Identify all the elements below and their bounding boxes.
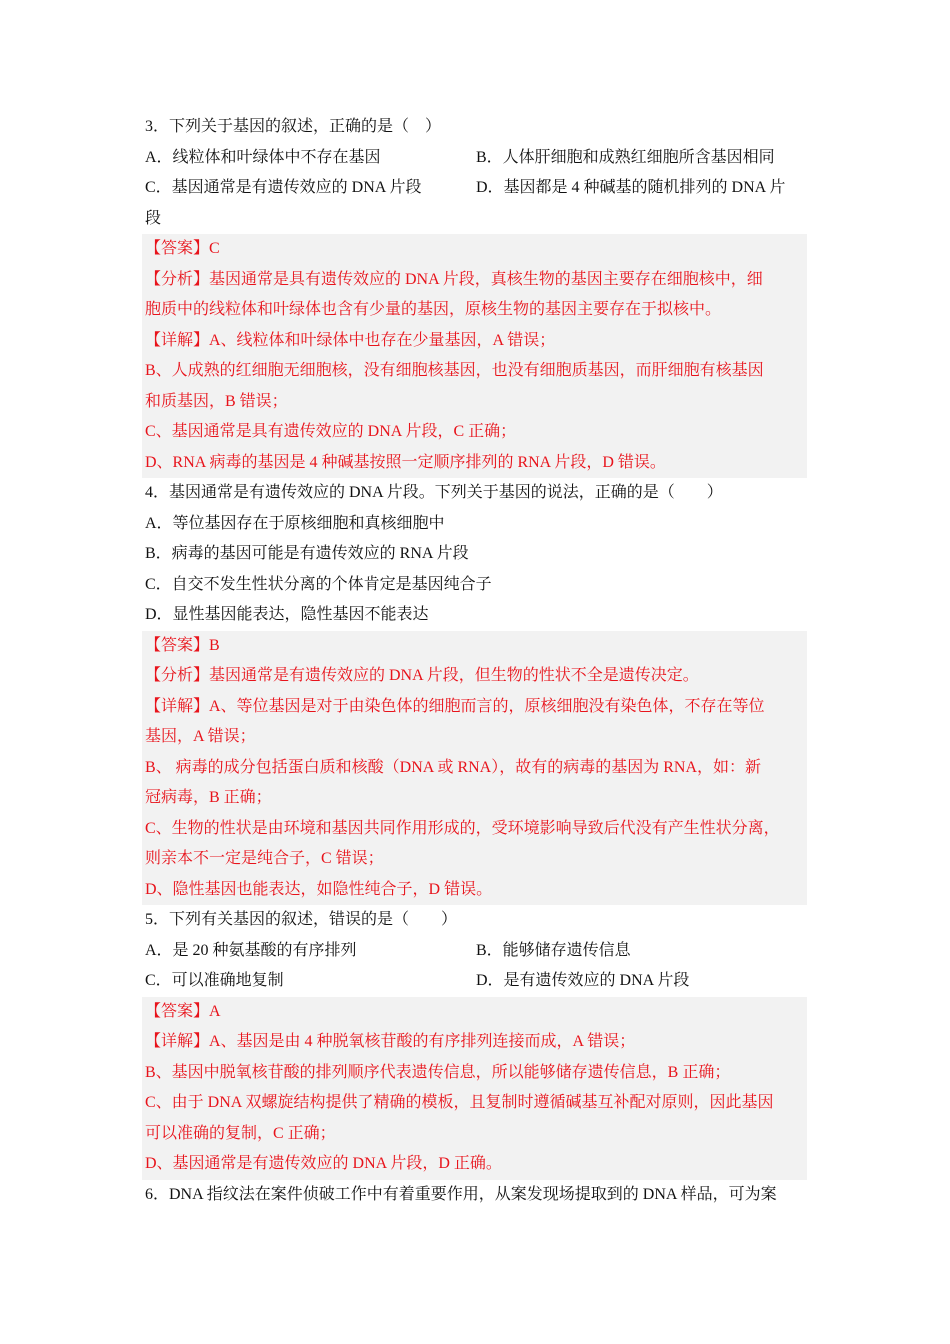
- option-d: D．显性基因能表达，隐性基因不能表达: [145, 606, 429, 623]
- option-a: A．是 20 种氨基酸的有序排列: [145, 941, 357, 959]
- option-b: B．能够储存遗传信息: [476, 941, 631, 959]
- option-b: B．病毒的基因可能是有遗传效应的 RNA 片段: [145, 545, 469, 562]
- option-d-continued: 段: [145, 209, 162, 227]
- answer-block: [142, 234, 807, 478]
- option-a: A．等位基因存在于原核细胞和真核细胞中: [145, 514, 445, 532]
- option-d: D．基因都是 4 种碱基的随机排列的 DNA 片: [476, 179, 786, 196]
- detail-line: D、隐性基因也能表达，如隐性纯合子，D 错误。: [145, 880, 493, 898]
- detail-line: B、 病毒的成分包括蛋白质和核酸（DNA 或 RNA），故有的病毒的基因为 RNA，如：新: [145, 758, 762, 776]
- answer-block: [142, 631, 807, 906]
- question-5: [145, 905, 807, 1180]
- options-row: [145, 173, 807, 204]
- question-3: [145, 112, 807, 478]
- option-c: C．可以准确地复制: [145, 972, 284, 989]
- option-c: C．基因通常是有遗传效应的 DNA 片段: [145, 179, 422, 196]
- answer-block: [142, 997, 807, 1180]
- question-stem: 6．DNA 指纹法在案件侦破工作中有着重要作用，从案发现场提取到的 DNA 样品，可为案: [145, 1185, 777, 1203]
- analysis-line: 胞质中的线粒体和叶绿体也含有少量的基因，原核生物的基因主要存在于拟核中。: [145, 301, 722, 318]
- answer: 【答案】A: [145, 1002, 221, 1020]
- option-b: B．人体肝细胞和成熟红细胞所含基因相同: [476, 148, 775, 166]
- analysis-line: 【分析】基因通常是具有遗传效应的 DNA 片段，真核生物的基因主要存在细胞核中，细: [145, 270, 763, 288]
- detail-line: 【详解】A、线粒体和叶绿体中也存在少量基因，A 错误；: [145, 331, 556, 349]
- detail-line: 可以准确的复制，C 正确；: [145, 1124, 336, 1142]
- detail-line: 冠病毒，B 正确；: [145, 789, 272, 806]
- question-4: [145, 478, 807, 905]
- detail-line: C、生物的性状是由环境和基因共同作用形成的，受环境影响导致后代没有产生性状分离，: [145, 819, 780, 837]
- detail-line: 【详解】A、等位基因是对于由染色体的细胞而言的，原核细胞没有染色体，不存在等位: [145, 697, 765, 715]
- option-d: D．是有遗传效应的 DNA 片段: [476, 972, 690, 989]
- detail-line: 基因，A 错误；: [145, 728, 256, 745]
- detail-line: D、基因通常是有遗传效应的 DNA 片段，D 正确。: [145, 1155, 502, 1172]
- detail-line: C、由于 DNA 双螺旋结构提供了精确的模板，且复制时遵循碱基互补配对原则，因此基因: [145, 1094, 774, 1111]
- option-c: C．自交不发生性状分离的个体肯定是基因纯合子: [145, 575, 492, 593]
- question-stem: 4．基因通常是有遗传效应的 DNA 片段。下列关于基因的说法，正确的是（ ）: [145, 484, 723, 501]
- answer: 【答案】C: [145, 240, 220, 257]
- options-row: [145, 143, 807, 174]
- analysis-line: 【分析】基因通常是有遗传效应的 DNA 片段，但生物的性状不全是遗传决定。: [145, 667, 699, 684]
- option-a: A．线粒体和叶绿体中不存在基因: [145, 148, 381, 166]
- options-row: [145, 936, 807, 967]
- detail-line: B、人成熟的红细胞无细胞核，没有细胞核基因，也没有细胞质基因，而肝细胞有核基因: [145, 362, 764, 379]
- question-stem: 3．下列关于基因的叙述，正确的是（ ）: [145, 118, 442, 135]
- detail-line: D、RNA 病毒的基因是 4 种碱基按照一定顺序排列的 RNA 片段，D 错误。: [145, 453, 666, 471]
- options-row: [145, 966, 807, 997]
- detail-line: 【详解】A、基因是由 4 种脱氧核苷酸的有序排列连接而成，A 错误；: [145, 1033, 636, 1050]
- detail-line: B、基因中脱氧核苷酸的排列顺序代表遗传信息，所以能够储存遗传信息，B 正确；: [145, 1063, 731, 1081]
- question-6: [145, 1180, 807, 1211]
- detail-line: 则亲本不一定是纯合子，C 错误；: [145, 850, 384, 867]
- document-page: [145, 112, 807, 1210]
- detail-line: 和质基因，B 错误；: [145, 392, 288, 410]
- question-stem: 5．下列有关基因的叙述，错误的是（ ）: [145, 911, 458, 928]
- answer: 【答案】B: [145, 636, 220, 654]
- detail-line: C、基因通常是具有遗传效应的 DNA 片段，C 正确；: [145, 423, 517, 440]
